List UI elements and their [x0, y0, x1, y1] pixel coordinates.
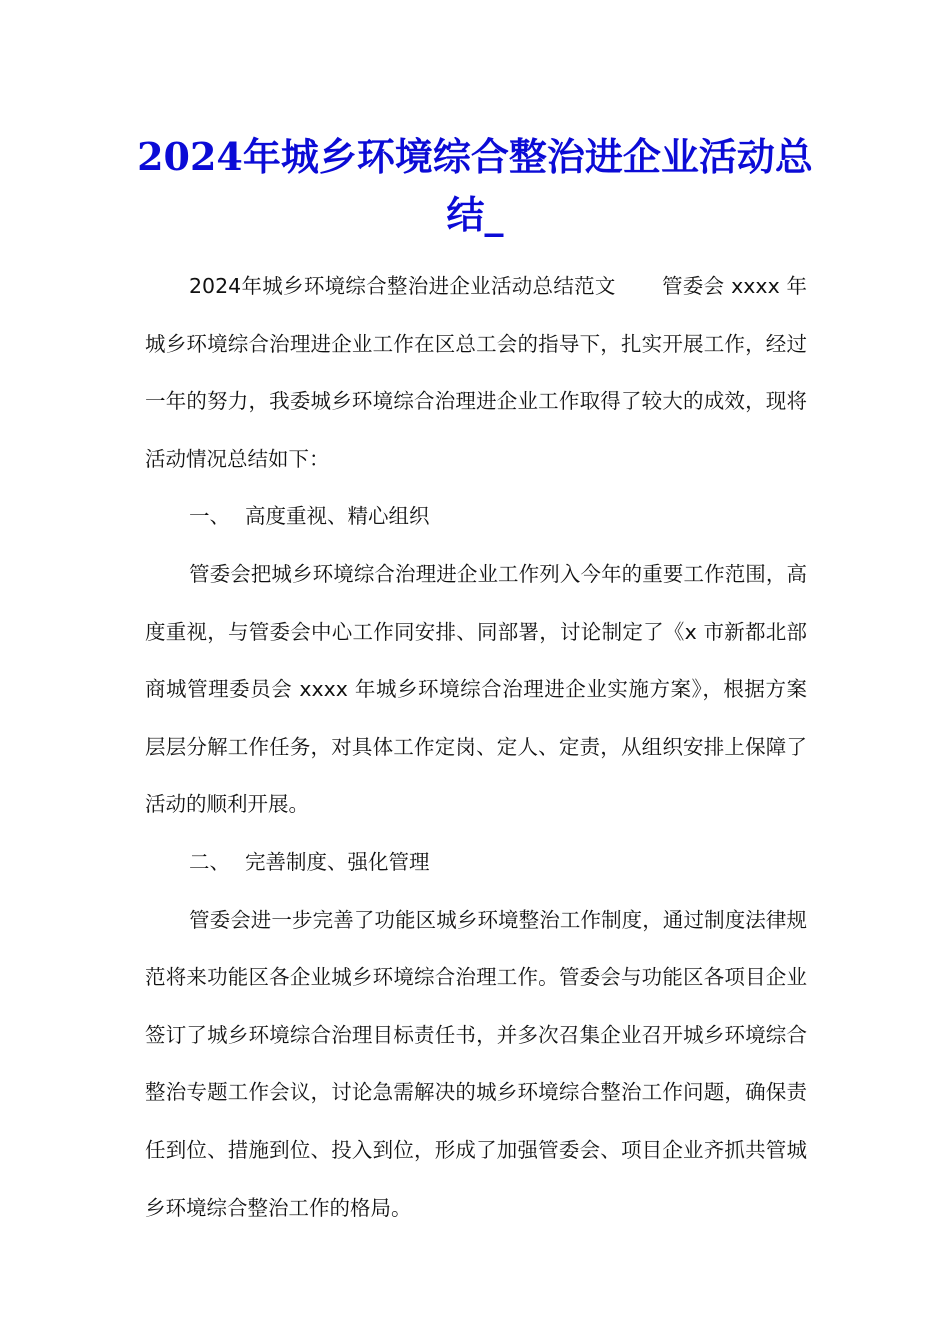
section-heading-text-2: 完善制度、强化管理 — [245, 849, 430, 874]
section-heading-text-1: 高度重视、精心组织 — [245, 504, 430, 529]
intro-paragraph — [145, 258, 807, 488]
intro-text: 管委会 xxxx 年城乡环境综合治理进企业工作在区总工会的指导下，扎实开展工作，经过一年的努力，我委城乡环境综合治理进企业工作取得了较大的成效，现将活动情况总结如下： — [145, 274, 808, 471]
document-body — [145, 258, 807, 1237]
intro-lead: 2024年城乡环境综合整治进企业活动总结范文 — [189, 274, 616, 298]
section-heading-1 — [145, 488, 807, 546]
section-body-2: 管委会进一步完善了功能区城乡环境整治工作制度，通过制度法律规范将来功能区各企业城乡环境综合治理工作。管委会与功能区各项目企业签订了城乡环境综合治理目标责任书，并多次召集企业召开城乡环境综合整治专题工作会议，讨论急需解决的城乡环境综合整治工作问题，确保责任到位、措施到位、投入到位，形成了加强管委会、项目企业齐抓共管城乡环境综合整治工作的格局。 — [145, 907, 807, 1220]
section-number-2: 二、 — [189, 849, 230, 874]
document-title: 2024年城乡环境综合整治进企业活动总结_ — [137, 134, 813, 237]
section-heading-2 — [145, 834, 807, 892]
section-body-1: 管委会把城乡环境综合治理进企业工作列入今年的重要工作范围，高度重视，与管委会中心工作同安排、同部署，讨论制定了《x 市新都北部商城管理委员会 xxxx 年城乡环境综合治理进企业实施方案》，根据方案层层分解工作任务，对具体工作定岗、定人、定责，从组织安排上保障了活动的顺利开展。 — [145, 561, 807, 817]
section-number-1: 一、 — [189, 504, 230, 529]
